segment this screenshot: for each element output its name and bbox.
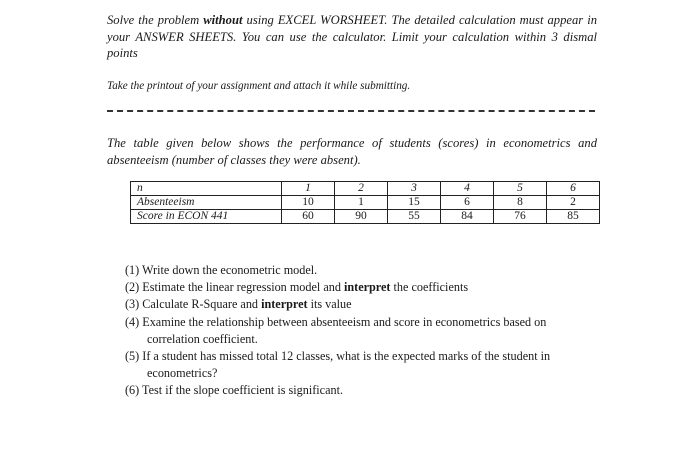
- question-number: (2): [125, 280, 140, 295]
- table-row-score: [131, 210, 600, 224]
- question-text: Calculate R-Square and: [142, 297, 262, 312]
- header-cell: 4: [441, 182, 494, 196]
- instructions-paragraph: [107, 12, 597, 62]
- question-item: [125, 296, 595, 313]
- question-item: [125, 262, 595, 279]
- question-number: (3): [125, 297, 140, 312]
- table-row-absenteeism: [131, 196, 600, 210]
- table-cell: 6: [441, 196, 494, 210]
- table-cell: 2: [547, 196, 600, 210]
- instructions-text-2: using EXCEL WORSHEET. The detailed calculation must appear in your ANSWER SHEETS. You can use the calculator. Limit your calculation within 3 dismal points: [107, 13, 597, 60]
- question-number: (5): [125, 349, 140, 364]
- scores-table: [130, 181, 600, 224]
- table-header-row: [131, 182, 600, 196]
- dashed-divider: [107, 110, 595, 112]
- question-text-tail: its value: [307, 297, 352, 312]
- question-bold-word: interpret: [343, 280, 391, 295]
- question-list: [125, 262, 595, 400]
- instructions-bold-without: without: [203, 13, 243, 27]
- table-cell: 84: [441, 210, 494, 224]
- question-number: (4): [125, 314, 140, 329]
- question-text: Write down the econometric model.: [142, 263, 318, 277]
- question-item: [125, 382, 595, 399]
- table-cell: 60: [282, 210, 335, 224]
- header-cell: 2: [335, 182, 388, 196]
- row-label-cell: Absenteeism: [131, 196, 282, 210]
- table-cell: 85: [547, 210, 600, 224]
- table-cell: 10: [282, 196, 335, 210]
- table-cell: 90: [335, 210, 388, 224]
- table-cell: 55: [388, 210, 441, 224]
- question-bold-word: interpret: [261, 297, 308, 312]
- question-item: [125, 314, 595, 348]
- header-cell: 5: [494, 182, 547, 196]
- table-cell: 15: [388, 196, 441, 210]
- question-text-tail: the coefficients: [390, 280, 469, 295]
- question-number: (1): [125, 263, 140, 277]
- question-number: (6): [125, 383, 140, 398]
- question-item: [125, 348, 595, 382]
- question-text: Examine the relationship between absenteeism and score in econometrics based on correlation coefficient.: [142, 314, 547, 346]
- header-cell: 3: [388, 182, 441, 196]
- question-text: If a student has missed total 12 classes, what is the expected marks of the student in econometrics?: [142, 349, 551, 381]
- header-cell: 1: [282, 182, 335, 196]
- instructions-text-1: Solve the problem: [107, 13, 204, 27]
- table-cell: 8: [494, 196, 547, 210]
- header-label-cell: n: [131, 182, 282, 196]
- question-text: Estimate the linear regression model and: [142, 280, 344, 295]
- table-cell: 1: [335, 196, 388, 210]
- table-cell: 76: [494, 210, 547, 224]
- question-item: [125, 279, 595, 296]
- header-cell: 6: [547, 182, 600, 196]
- printout-note: Take the printout of your assignment and attach it while submitting.: [107, 80, 411, 92]
- question-text: Test if the slope coefficient is significant.: [142, 383, 344, 398]
- table-intro-paragraph: The table given below shows the performance of students (scores) in econometrics and absenteeism (number of classes they were absent).: [107, 136, 597, 167]
- row-label-cell: Score in ECON 441: [131, 210, 282, 224]
